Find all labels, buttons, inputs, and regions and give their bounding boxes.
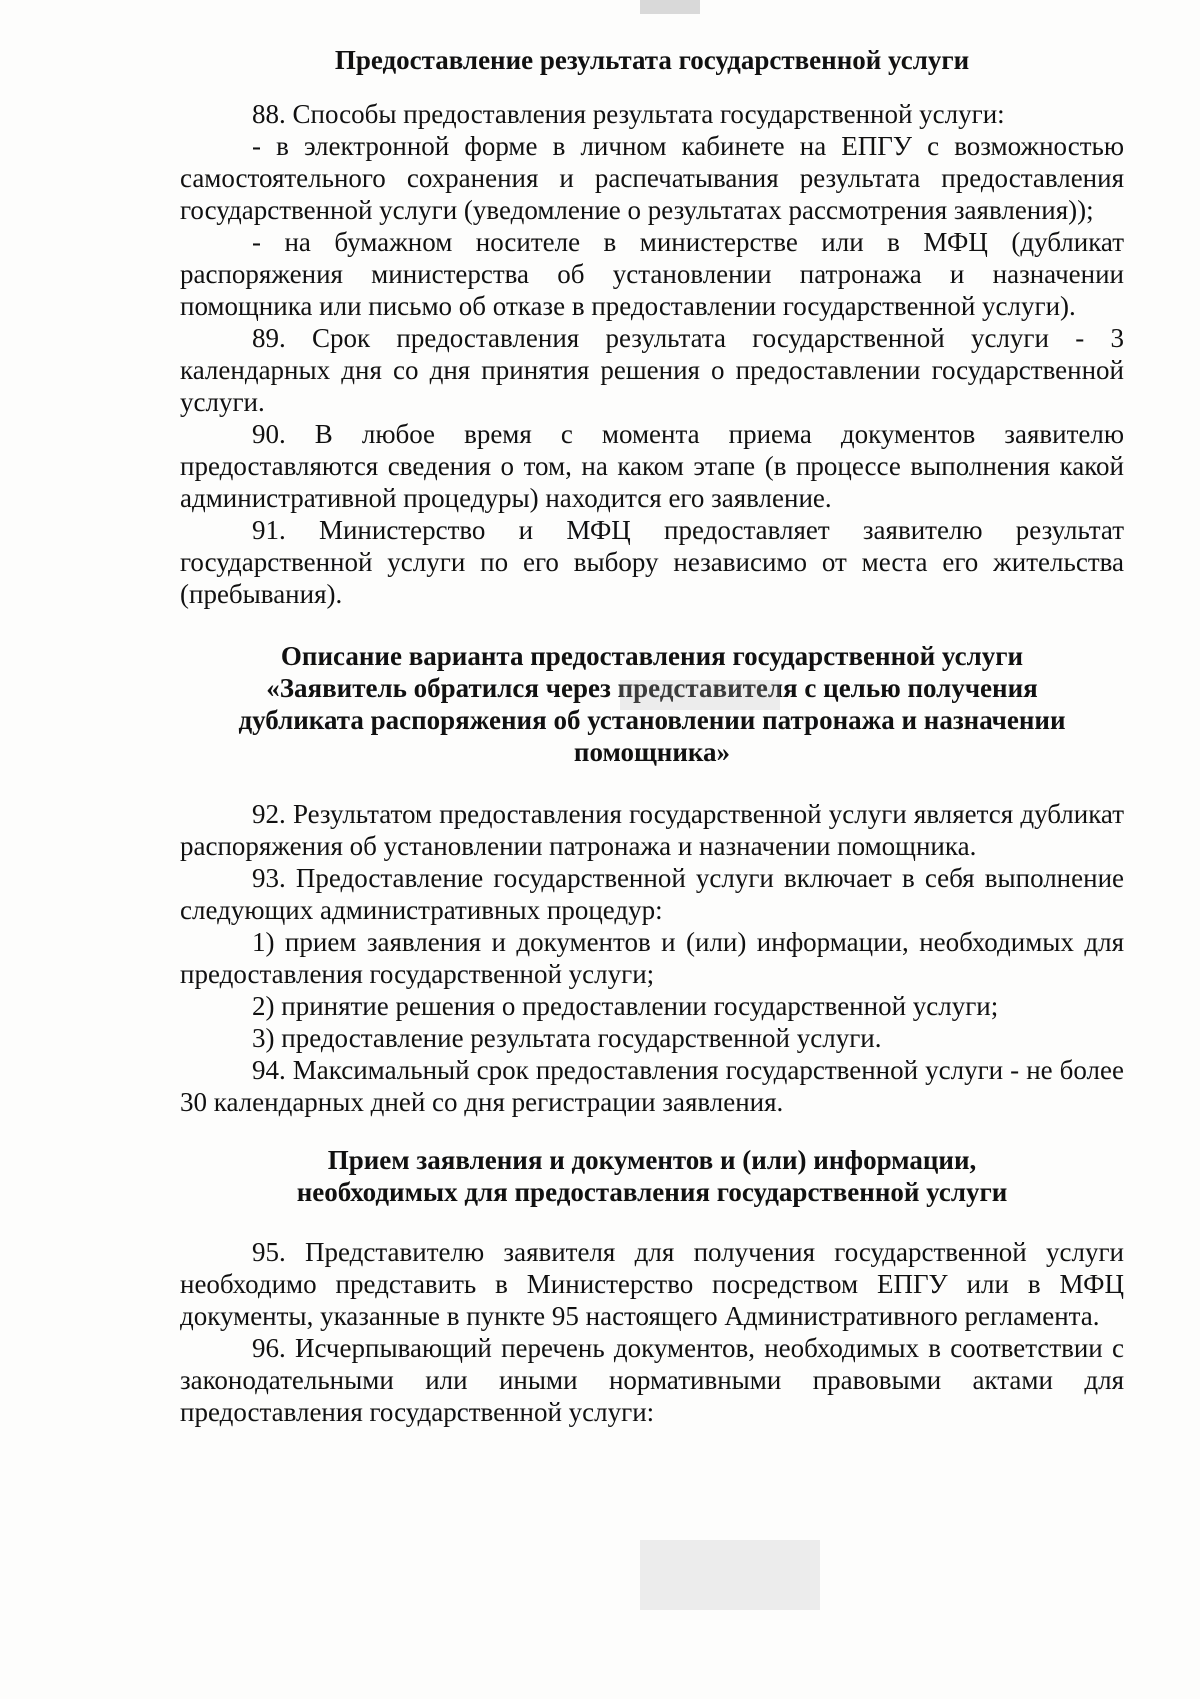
paragraph-93-item-2: 2) принятие решения о предоставлении государственной услуги; xyxy=(252,991,999,1021)
paragraph-89: 89. Срок предоставления результата государственной услуги - 3 календарных дня со дня принятия решения о предоставлении государственной услуги. xyxy=(180,323,1124,417)
reception-heading-line: необходимых для предоставления государственной услуги xyxy=(296,1177,1008,1207)
reception-heading-line: Прием заявления и документов и (или) информации, xyxy=(327,1145,977,1175)
paragraph-96: 96. Исчерпывающий перечень документов, необходимых в соответствии с законодательными или иными нормативными правовыми актами для предоставления государственной услуги: xyxy=(180,1333,1124,1427)
paragraph-94: 94. Максимальный срок предоставления государственной услуги - не более 30 календарных дней со дня регистрации заявления. xyxy=(180,1055,1124,1117)
paragraph-88-paper: - на бумажном носителе в министерстве или в МФЦ (дубликат распоряжения министерства об установлении патронажа и назначении помощника или письмо об отказе в предоставлении государственной услуги). xyxy=(180,227,1124,321)
paragraph-88: 88. Способы предоставления результата государственной услуги: xyxy=(252,99,1005,129)
variant-heading-line: помощника» xyxy=(573,737,731,767)
paragraph-93: 93. Предоставление государственной услуги включает в себя выполнение следующих административных процедур: xyxy=(180,863,1124,925)
variant-heading-line: «Заявитель обратился через представителя с целью получения xyxy=(266,673,1038,703)
paragraph-91: 91. Министерство и МФЦ предоставляет заявителю результат государственной услуги по его выбору независимо от места его жительства (пребывания). xyxy=(180,515,1124,609)
paragraph-92: 92. Результатом предоставления государственной услуги является дубликат распоряжения об установлении патронажа и назначении помощника. xyxy=(180,799,1124,861)
scan-noise xyxy=(640,1540,820,1610)
section-heading-reception xyxy=(180,1144,1124,1208)
scan-noise xyxy=(640,0,700,14)
scan-noise xyxy=(620,680,780,710)
paragraph-93-item-1: 1) прием заявления и документов и (или) информации, необходимых для предоставления государственной услуги; xyxy=(180,927,1124,989)
section-heading-result: Предоставление результата государственной услуги xyxy=(334,45,970,75)
paragraph-90: 90. В любое время с момента приема документов заявителю предоставляются сведения о том, на каком этапе (в процессе выполнения какой административной процедуры) находится его заявление. xyxy=(180,419,1124,513)
document-page xyxy=(180,44,1124,1428)
paragraph-93-item-3: 3) предоставление результата государственной услуги. xyxy=(252,1023,882,1053)
variant-heading-line: Описание варианта предоставления государственной услуги xyxy=(280,641,1024,671)
variant-heading-line: дубликата распоряжения об установлении патронажа и назначении xyxy=(238,705,1066,735)
paragraph-95: 95. Представителю заявителя для получения государственной услуги необходимо представить в Министерство посредством ЕПГУ или в МФЦ документы, указанные в пункте 95 настоящего Административного регламента. xyxy=(180,1237,1124,1331)
paragraph-88-electronic: - в электронной форме в личном кабинете на ЕПГУ с возможностью самостоятельного сохранения и распечатывания результата предоставления государственной услуги (уведомление о результатах рассмотрения заявления)); xyxy=(180,131,1124,225)
